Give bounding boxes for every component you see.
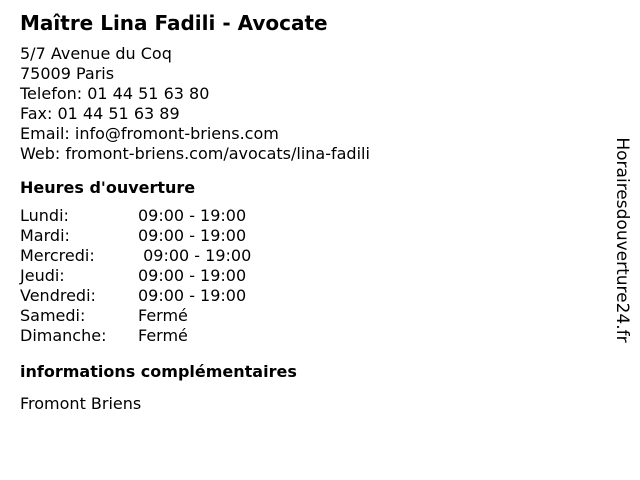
additional-info-text: Fromont Briens (20, 394, 142, 413)
phone-line: Telefon: 01 44 51 63 80 (20, 84, 210, 103)
hours-time-value: 09:00 - 19:00 (138, 266, 247, 285)
hours-row-sunday (20, 326, 580, 346)
web-line[interactable]: Web: fromont-briens.com/avocats/lina-fadili (20, 144, 370, 163)
opening-hours-heading: Heures d'ouverture (20, 178, 196, 197)
hours-day-label: Samedi: (20, 306, 86, 325)
hours-row-friday (20, 286, 580, 306)
address-street: 5/7 Avenue du Coq (20, 44, 172, 63)
opening-hours-list (20, 206, 580, 346)
page-title: Maître Lina Fadili - Avocate (20, 11, 328, 35)
email-line[interactable]: Email: info@fromont-briens.com (20, 124, 279, 143)
hours-day-label: Dimanche: (20, 326, 107, 345)
site-watermark: Horairesdouverture24.fr (612, 137, 632, 343)
fax-line: Fax: 01 44 51 63 89 (20, 104, 180, 123)
hours-row-wednesday (20, 246, 580, 266)
hours-day-label: Mardi: (20, 226, 70, 245)
hours-row-thursday (20, 266, 580, 286)
hours-time-value: 09:00 - 19:00 (138, 246, 252, 265)
address-city: 75009 Paris (20, 64, 115, 83)
hours-time-value: 09:00 - 19:00 (138, 226, 247, 245)
hours-day-label: Lundi: (20, 206, 69, 225)
hours-day-label: Mercredi: (20, 246, 95, 265)
hours-time-value: 09:00 - 19:00 (138, 206, 247, 225)
business-card (20, 10, 580, 414)
hours-day-label: Jeudi: (20, 266, 65, 285)
additional-info-heading: informations complémentaires (20, 362, 297, 381)
hours-time-value: 09:00 - 19:00 (138, 286, 247, 305)
hours-day-label: Vendredi: (20, 286, 96, 305)
hours-row-saturday (20, 306, 580, 326)
hours-row-tuesday (20, 226, 580, 246)
hours-time-value: Fermé (138, 326, 188, 345)
hours-time-value: Fermé (138, 306, 188, 325)
hours-row-monday (20, 206, 580, 226)
